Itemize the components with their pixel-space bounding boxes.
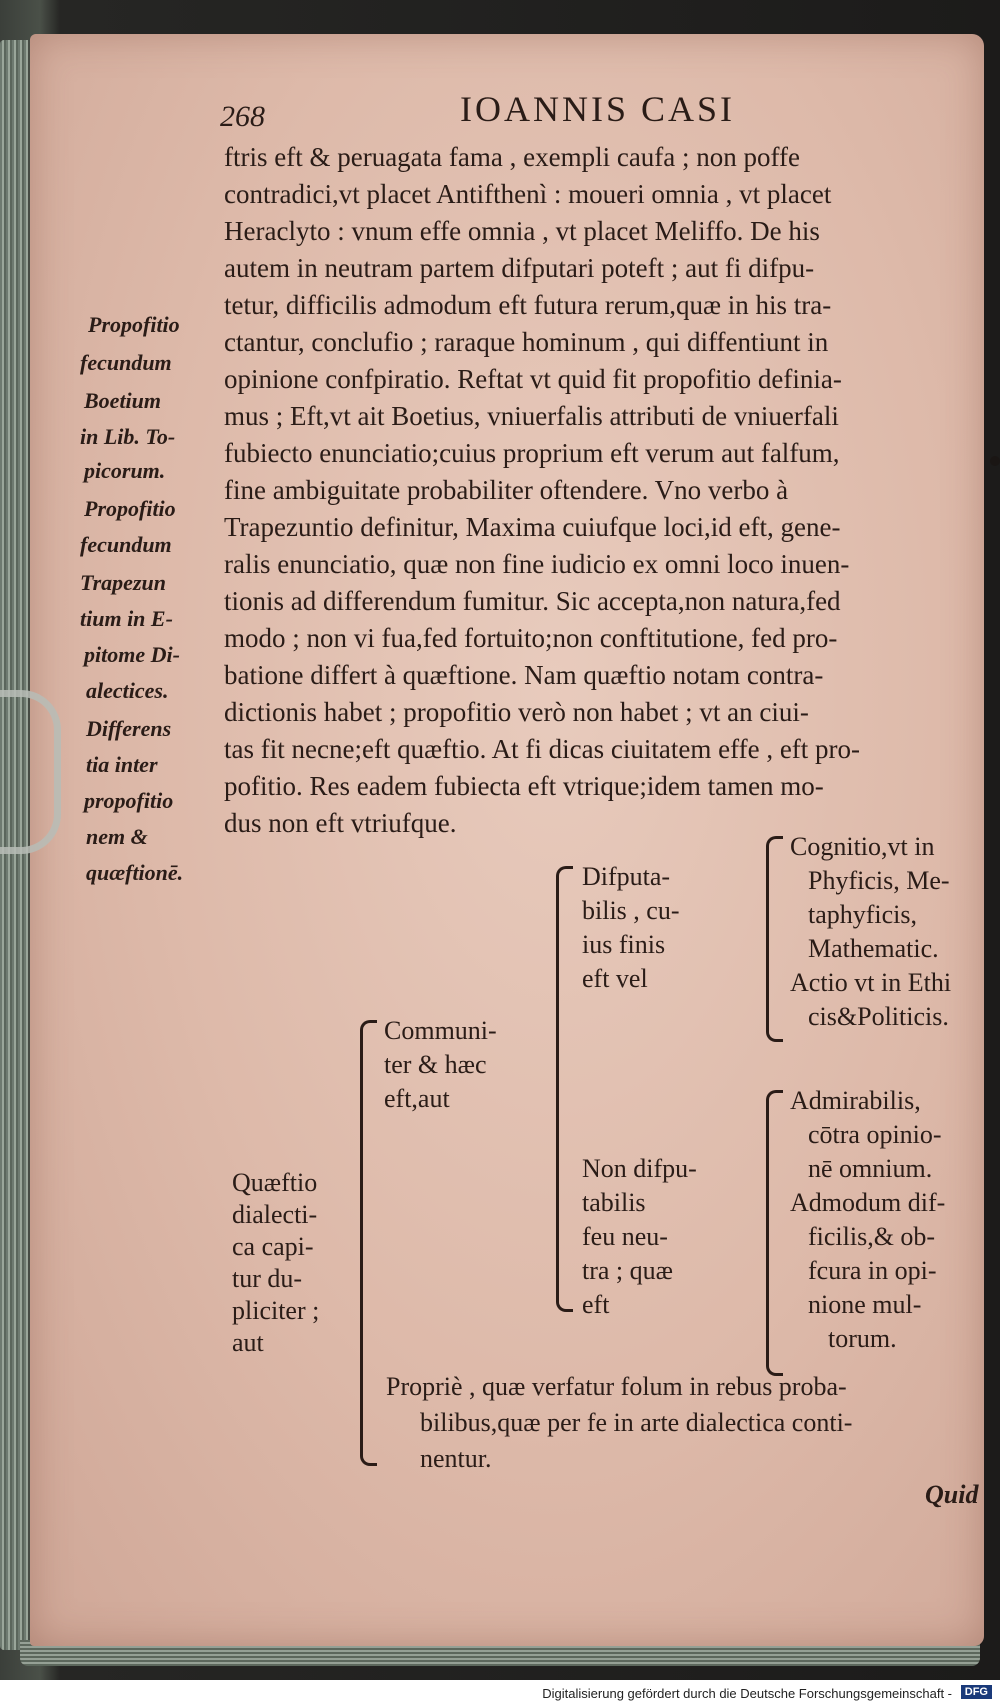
diagram-leaf-a1-line: taphyficis,: [808, 900, 918, 929]
body-line: ftris eft & peruagata fama , exempli caufa ; non poffe: [224, 142, 801, 172]
diagram-root-line: dialecti-: [232, 1200, 318, 1229]
margin-note: nem &: [86, 824, 148, 849]
diagram-root-line: Quæftio: [232, 1168, 318, 1197]
margin-note: propofitio: [84, 788, 174, 813]
body-line: modo ; non vi fua,fed fortuito;non conftitutione, fed pro-: [224, 623, 838, 653]
diagram-branch-a2-line: eft: [582, 1290, 610, 1319]
diagram-leaf-a2-line: Admirabilis,: [790, 1086, 921, 1115]
body-line: mus ; Eft,vt ait Boetius, vniuerfalis attributi de vniuerfali: [224, 401, 839, 431]
diagram-leaf-a1-line: Actio vt in Ethi: [790, 968, 952, 997]
margin-note: quæftionē.: [86, 860, 184, 885]
diagram-leaf-a2-line: ficilis,& ob-: [808, 1222, 936, 1251]
body-line: Heraclyto : vnum effe omnia , vt placet Meliffo. De his: [224, 216, 820, 246]
body-line: opinione confpiratio. Reftat vt quid fit propofitio definia-: [224, 364, 842, 394]
diagram-leaf-a1-line: cis&Politicis.: [808, 1002, 949, 1031]
body-line: batione differt à quæftione. Nam quæftio notam contra-: [224, 660, 824, 690]
diagram-branch-a1-line: bilis , cu-: [582, 896, 680, 925]
diagram-branch-a-line: eft,aut: [384, 1084, 450, 1113]
margin-note: Differens: [86, 716, 172, 741]
body-line: dictionis habet ; propofitio verò non habet ; vt an ciui-: [224, 697, 809, 727]
margin-note: tia inter: [86, 752, 158, 777]
catchword: Quid: [925, 1480, 979, 1509]
diagram-leaf-a2-line: nē omnium.: [808, 1154, 933, 1183]
diagram-branch-a-line: ter & hæc: [384, 1050, 487, 1079]
margin-note: Propofitio: [84, 496, 176, 521]
margin-note: pitome Di-: [84, 642, 180, 667]
diagram-leaf-a1-line: Mathematic.: [808, 934, 939, 963]
margin-note: in Lib. To-: [80, 424, 176, 449]
diagram-brace-a: [556, 866, 573, 1312]
diagram-leaf-a1-line: Cognitio,vt in: [790, 832, 935, 861]
margin-note: picorum.: [84, 458, 166, 483]
diagram-root-line: ca capi-: [232, 1232, 314, 1261]
body-line: tetur, difficilis admodum eft futura rerum,quæ in his tra-: [224, 290, 832, 320]
margin-note: Trapezun: [80, 570, 166, 595]
margin-note: Boetium: [84, 388, 162, 413]
diagram-branch-a2-line: tabilis: [582, 1188, 646, 1217]
footer-text: Digitalisierung gefördert durch die Deutsche Forschungsgemeinschaft -: [542, 1686, 952, 1701]
diagram-branch-a1-line: Difputa-: [582, 862, 671, 891]
dfg-logo: DFG: [961, 1685, 992, 1699]
body-line: contradici,vt placet Antifthenì : moueri omnia , vt placet: [224, 179, 832, 209]
footer-bar: [0, 1680, 1000, 1708]
diagram-leaf-a2-line: torum.: [828, 1324, 897, 1353]
diagram-root-line: tur du-: [232, 1264, 303, 1293]
body-line: tas fit necne;eft quæftio. At fi dicas ciuitatem effe , eft pro-: [224, 734, 861, 764]
body-line: dus non eft vtriufque.: [224, 808, 457, 838]
body-line: pofitio. Res eadem fubiecta eft vtrique;idem tamen mo-: [224, 771, 824, 801]
diagram-branch-b-line: bilibus,quæ per fe in arte dialectica conti-: [420, 1408, 853, 1437]
diagram-brace-a1: [766, 836, 783, 1042]
margin-note: fecundum: [80, 350, 172, 375]
diagram-branch-a2-line: tra ; quæ: [582, 1256, 673, 1285]
diagram-branch-a2-line: Non difpu-: [582, 1154, 697, 1183]
diagram-branch-a1-line: ius finis: [582, 930, 666, 959]
diagram-leaf-a2-line: cōtra opinio-: [808, 1120, 942, 1149]
body-line: autem in neutram partem difputari poteft ; aut fi difpu-: [224, 253, 815, 283]
diagram-branch-b-line: Propriè , quæ verfatur folum in rebus proba-: [386, 1372, 847, 1401]
diagram-leaf-a2-line: Admodum dif-: [790, 1188, 946, 1217]
diagram-branch-a1-line: eft vel: [582, 964, 648, 993]
page-number: 268: [220, 100, 265, 133]
diagram-leaf-a2-line: fcura in opi-: [808, 1256, 937, 1285]
margin-note: alectices.: [86, 678, 169, 703]
body-line: Trapezuntio definitur, Maxima cuiufque loci,id eft, gene-: [224, 512, 841, 542]
body-line: fubiecto enunciatio;cuius proprium eft verum aut falfum,: [224, 438, 840, 468]
diagram-branch-b-line: nentur.: [420, 1444, 492, 1473]
margin-note: Propofitio: [88, 312, 180, 337]
margin-note: tium in E-: [80, 606, 173, 631]
running-head: IOANNIS CASI: [460, 89, 736, 129]
body-line: ralis enunciatio, quæ non fine iudicio ex omni loco inuen-: [224, 549, 850, 579]
body-line: fine ambiguitate probabiliter oftendere. Vno verbo à: [224, 475, 789, 505]
diagram-branch-a-line: Communi-: [384, 1016, 497, 1045]
page-clip: [0, 690, 61, 854]
diagram-leaf-a2-line: nione mul-: [808, 1290, 922, 1319]
diagram-root-line: aut: [232, 1328, 264, 1357]
diagram-leaf-a1-line: Phyficis, Me-: [808, 866, 950, 895]
diagram-root-line: pliciter ;: [232, 1296, 320, 1325]
body-line: tionis ad differendum fumitur. Sic accepta,non natura,fed: [224, 586, 841, 616]
margin-note: fecundum: [80, 532, 172, 557]
diagram-brace-a2: [766, 1090, 783, 1376]
edge-mark: [990, 456, 1000, 466]
diagram-brace-root: [360, 1020, 377, 1466]
body-line: ctantur, conclufio ; raraque hominum , qui diffentiunt in: [224, 327, 829, 357]
diagram-branch-a2-line: feu neu-: [582, 1222, 668, 1251]
